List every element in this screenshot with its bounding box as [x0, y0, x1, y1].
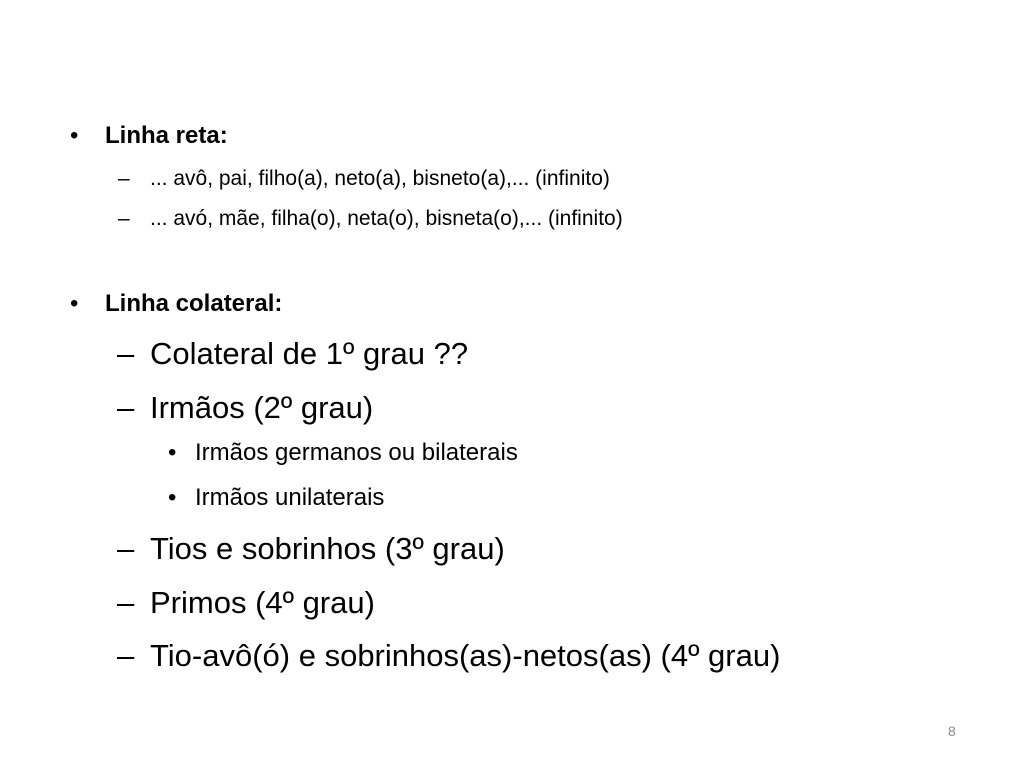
dash-icon: – — [117, 531, 135, 566]
section-heading-linha-colateral: Linha colateral: — [105, 290, 283, 317]
list-item: Irmãos (2º grau) — [150, 390, 374, 425]
list-item: Tio-avô(ó) e sobrinhos(as)-netos(as) (4º grau) — [150, 638, 781, 673]
list-item: Primos (4º grau) — [150, 585, 375, 620]
list-item: Colateral de 1º grau ?? — [150, 336, 469, 371]
dash-icon: – — [117, 336, 135, 371]
dash-icon: – — [117, 390, 135, 425]
dash-icon: – — [118, 167, 130, 190]
bullet-icon: • — [70, 122, 79, 149]
list-item: Tios e sobrinhos (3º grau) — [150, 531, 505, 566]
section-heading-linha-reta: Linha reta: — [105, 122, 228, 149]
dash-icon: – — [118, 207, 130, 230]
sub-list-item: Irmãos unilaterais — [195, 484, 385, 511]
bullet-icon: • — [168, 439, 177, 466]
list-item: ... avó, mãe, filha(o), neta(o), bisneta(o),... (infinito) — [150, 207, 623, 230]
page-number: 8 — [948, 723, 956, 739]
list-item: ... avô, pai, filho(a), neto(a), bisneto(a),... (infinito) — [150, 167, 610, 190]
sub-list-item: Irmãos germanos ou bilaterais — [195, 439, 518, 466]
bullet-icon: • — [168, 484, 177, 511]
bullet-icon: • — [70, 290, 79, 317]
dash-icon: – — [117, 585, 135, 620]
dash-icon: – — [117, 638, 135, 673]
